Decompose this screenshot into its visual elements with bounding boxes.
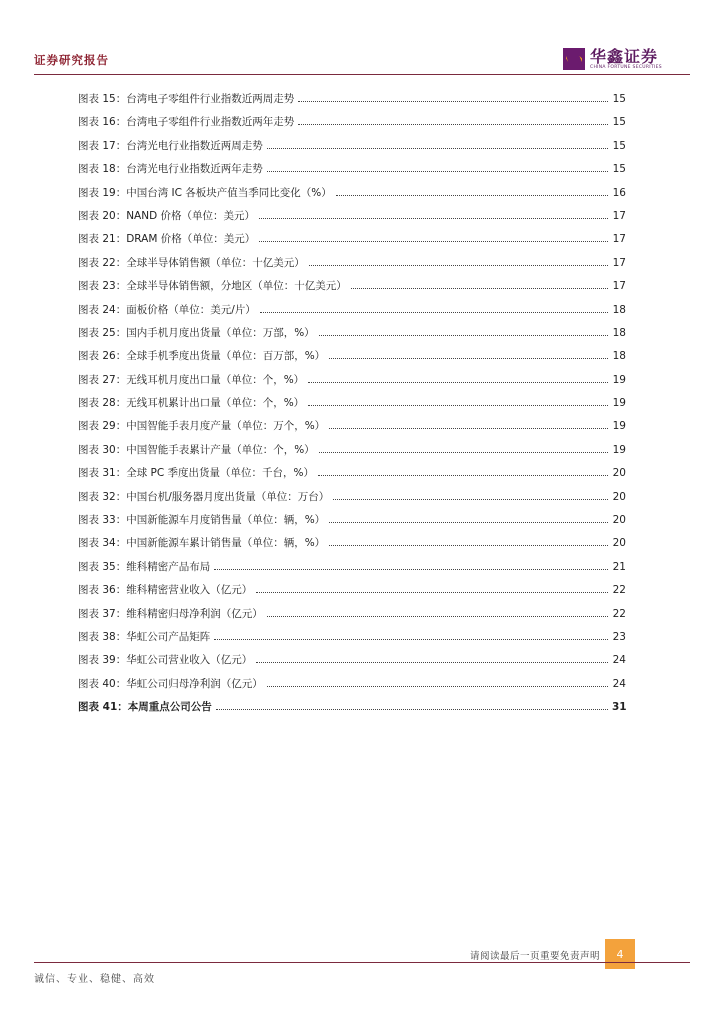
toc-entry[interactable] [78,278,626,301]
toc-entry-label: 图表 19：中国台湾 IC 各板块产值当季同比变化（%） [78,186,332,199]
toc-leader-dots [267,677,608,687]
toc-entry[interactable] [78,418,626,441]
toc-entry-label: 图表 32：中国台机/服务器月度出货量（单位：万台） [78,490,330,503]
toc-entry[interactable] [78,302,626,325]
toc-entry[interactable] [78,372,626,395]
toc-entry[interactable] [78,348,626,371]
toc-leader-dots [329,513,608,523]
toc-entry-page: 21 [612,560,626,573]
toc-entry-label: 图表 28：无线耳机累计出口量（单位：个，%） [78,397,305,410]
toc-leader-dots [329,349,608,359]
toc-leader-dots [256,583,608,593]
toc-entry[interactable] [78,676,626,699]
toc-entry-page: 15 [612,116,626,129]
footer-motto: 诚信、专业、稳健、高效 [34,974,155,985]
toc-entry[interactable] [78,91,626,114]
toc-entry-label: 图表 37：维科精密归母净利润（亿元） [78,607,263,620]
toc-leader-dots [319,443,608,453]
toc-entry-page: 19 [612,397,626,410]
toc-leader-dots [214,630,608,640]
toc-leader-dots [298,115,608,125]
toc-entry-page: 17 [612,256,626,269]
toc-entry-label: 图表 18：台湾光电行业指数近两年走势 [78,163,263,176]
toc-leader-dots [308,396,608,406]
toc-entry-page: 19 [612,373,626,386]
toc-entry[interactable] [78,652,626,675]
toc-entry[interactable] [78,699,626,722]
logo-name-en: CHINA FORTUNE SECURITIES [590,64,662,70]
toc-entry[interactable] [78,255,626,278]
toc-leader-dots [351,279,608,289]
toc-leader-dots [267,607,608,617]
toc-entry[interactable] [78,208,626,231]
page-number-badge: 4 [605,939,635,969]
toc-entry-page: 23 [612,630,626,643]
toc-leader-dots [319,326,608,336]
toc-entry-label: 图表 33：中国新能源车月度销售量（单位：辆，%） [78,514,326,527]
toc-entry-label: 图表 40：华虹公司归母净利润（亿元） [78,677,263,690]
toc-entry[interactable] [78,325,626,348]
toc-entry-page: 17 [612,209,626,222]
toc-leader-dots [214,560,608,570]
toc-entry-label: 图表 30：中国智能手表累计产量（单位：个，%） [78,443,315,456]
toc-entry-page: 20 [612,490,626,503]
toc-entry-label: 图表 24：面板价格（单位：美元/片） [78,303,256,316]
toc-leader-dots [260,303,608,313]
toc-entry-page: 18 [612,326,626,339]
toc-entry[interactable] [78,161,626,184]
toc-entry[interactable] [78,114,626,137]
toc-entry-label: 图表 15：台湾电子零组件行业指数近两周走势 [78,93,295,105]
toc-entry-page: 24 [612,677,626,690]
toc-entry-label: 图表 26：全球手机季度出货量（单位：百万部，%） [78,350,326,363]
toc-entry[interactable] [78,629,626,652]
toc-entry-page: 17 [612,280,626,293]
toc-entry-page: 19 [612,420,626,433]
toc-entry-page: 20 [612,467,626,480]
toc-entry[interactable] [78,512,626,535]
toc-entry-label: 图表 27：无线耳机月度出口量（单位：个，%） [78,373,305,386]
toc-entry[interactable] [78,185,626,208]
toc-entry-page: 31 [612,701,627,714]
toc-entry[interactable] [78,582,626,605]
toc-entry-page: 17 [612,233,626,246]
toc-entry[interactable] [78,559,626,582]
toc-leader-dots [336,186,608,196]
company-logo [563,46,662,72]
toc-entry-page: 22 [612,584,626,597]
report-header-title: 证券研究报告 [34,53,109,67]
toc-entry-label: 图表 29：中国智能手表月度产量（单位：万个，%） [78,420,326,433]
footer-divider [34,962,690,963]
toc-entry-page: 15 [612,139,626,152]
toc-entry[interactable] [78,606,626,629]
logo-name-cn: 华鑫证券 [590,46,659,66]
toc-entry-label: 图表 22：全球半导体销售额（单位：十亿美元） [78,256,305,269]
toc-leader-dots [256,653,608,663]
toc-entry-label: 图表 41：本周重点公司公告 [78,701,212,714]
toc-entry[interactable] [78,442,626,465]
toc-leader-dots [333,490,608,500]
toc-entry-label: 图表 38：华虹公司产品矩阵 [78,630,211,643]
toc-entry-label: 图表 36：维科精密营业收入（亿元） [78,584,253,597]
toc-entry-page: 19 [612,443,626,456]
header-divider [34,74,690,75]
toc-entry-page: 22 [612,607,626,620]
toc-entry-label: 图表 25：国内手机月度出货量（单位：万部，%） [78,326,315,339]
toc-entry-label: 图表 39：华虹公司营业收入（亿元） [78,654,253,667]
toc-entry-label: 图表 35：维科精密产品布局 [78,560,211,573]
toc-entry-page: 18 [612,303,626,316]
toc-leader-dots [267,162,608,172]
toc-leader-dots [298,92,608,102]
toc-entry-page: 15 [612,163,626,176]
toc-entry-label: 图表 17：台湾光电行业指数近两周走势 [78,139,263,152]
toc-entry-label: 图表 16：台湾电子零组件行业指数近两年走势 [78,116,295,129]
toc-entry-label: 图表 34：中国新能源车累计销售量（单位：辆，%） [78,537,326,550]
toc-leader-dots [267,139,608,149]
toc-entry-label: 图表 31：全球 PC 季度出货量（单位：千台，%） [78,467,315,480]
logo-icon [563,48,585,70]
toc-entry-label: 图表 23：全球半导体销售额，分地区（单位：十亿美元） [78,280,347,293]
toc-entry[interactable] [78,231,626,254]
disclaimer-note: 请阅读最后一页重要免责声明 [469,951,600,962]
toc-entry-page: 20 [612,514,626,527]
toc-leader-dots [259,209,608,219]
toc-entry-page: 20 [612,537,626,550]
toc-entry[interactable] [78,465,626,488]
table-of-figures [78,91,626,723]
toc-entry-page: 15 [612,93,626,105]
toc-leader-dots [329,419,608,429]
toc-entry[interactable] [78,535,626,558]
toc-leader-dots [329,536,608,546]
toc-leader-dots [318,466,608,476]
toc-entry-page: 16 [612,186,626,199]
toc-entry-label: 图表 20：NAND 价格（单位：美元） [78,209,256,222]
toc-entry-page: 24 [612,654,626,667]
toc-entry[interactable] [78,138,626,161]
toc-entry-page: 18 [612,350,626,363]
toc-leader-dots [259,232,608,242]
toc-leader-dots [216,700,608,710]
toc-entry[interactable] [78,489,626,512]
toc-entry[interactable] [78,395,626,418]
toc-leader-dots [308,373,608,383]
toc-leader-dots [309,256,608,266]
toc-entry-label: 图表 21：DRAM 价格（单位：美元） [78,233,256,246]
